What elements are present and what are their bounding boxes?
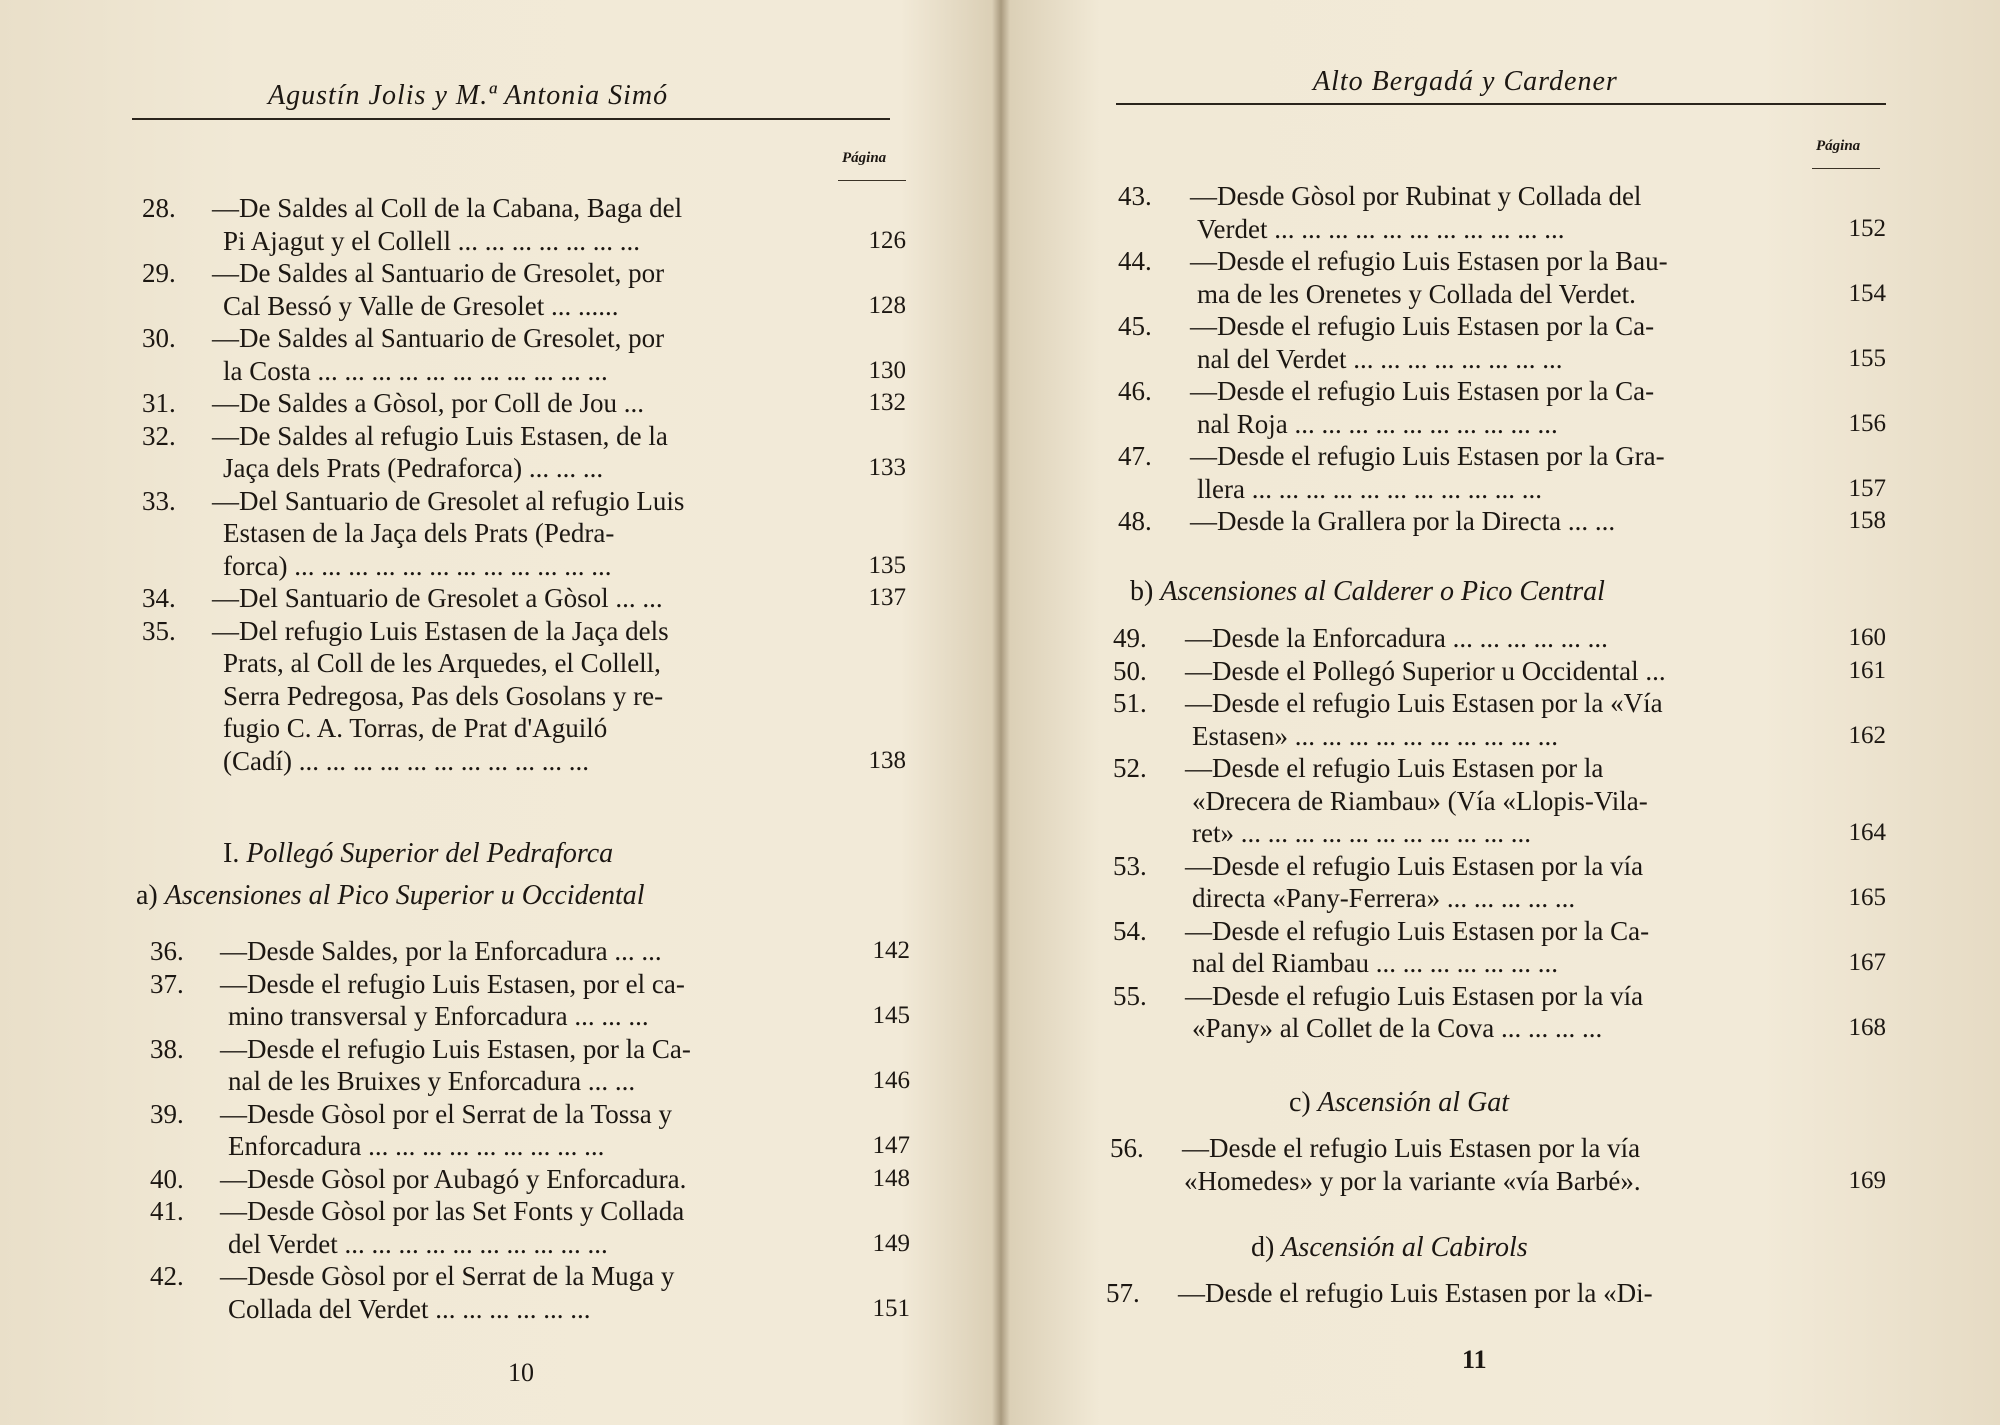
head-rule-left bbox=[132, 118, 890, 120]
toc-entry-line: —Desde el Pollegó Superior u Occidental ... bbox=[1185, 655, 1666, 686]
subsection-title-a bbox=[136, 880, 645, 912]
toc-entry-page: 161 bbox=[1848, 656, 1886, 684]
toc-entry-line: —Desde el refugio Luis Estasen por la vía bbox=[1185, 850, 1644, 881]
toc-entry-page: 160 bbox=[1848, 624, 1886, 651]
toc-entry-number: 41. bbox=[150, 1196, 184, 1226]
toc-entry-number: 34. bbox=[142, 583, 176, 613]
toc-entry-line: directa «Pany-Ferrera» ... ... ... ... ... bbox=[1192, 883, 1576, 913]
toc-entry-page: 155 bbox=[1848, 344, 1886, 372]
toc-entry-line: (Cadí) ... ... ... ... ... ... ... ... ... ... ... bbox=[223, 745, 589, 776]
toc-entry-line: Enforcadura ... ... ... ... ... ... ... ... ... bbox=[228, 1131, 605, 1161]
page-column-label-left: Página bbox=[842, 150, 887, 166]
toc-entry-line: —Desde la Enforcadura ... ... ... ... ... ... bbox=[1185, 623, 1608, 653]
toc-entry-number: 30. bbox=[142, 323, 176, 353]
toc-entry-line: «Drecera de Riambau» (Vía «Llopis-Vila- bbox=[1192, 785, 1648, 816]
toc-entry-number: 53. bbox=[1113, 850, 1147, 881]
toc-entry-page: 128 bbox=[868, 291, 906, 319]
toc-entry-page: 164 bbox=[1848, 819, 1886, 846]
toc-entry-number: 56. bbox=[1110, 1133, 1144, 1163]
toc-entry-page: 165 bbox=[1848, 884, 1886, 911]
toc-entry-page: 138 bbox=[868, 746, 906, 774]
toc-entry-page: 151 bbox=[872, 1294, 910, 1322]
toc-entry-line: —Desde el refugio Luis Estasen por la Ca- bbox=[1185, 915, 1650, 946]
toc-entry-page: 133 bbox=[868, 454, 906, 481]
toc-entry-line: —Desde Gòsol por el Serrat de la Muga y bbox=[220, 1261, 675, 1291]
section-title-text: Pollegó Superior del Pedraforca bbox=[246, 838, 614, 869]
subsection-c-text: Ascensión al Gat bbox=[1317, 1087, 1510, 1118]
toc-entry-line: —Desde la Grallera por la Directa ... ... bbox=[1190, 506, 1616, 536]
left-page bbox=[0, 0, 995, 1425]
folio-right: 11 bbox=[1462, 1345, 1487, 1374]
toc-entry-line: —Desde el refugio Luis Estasen por la vía bbox=[1185, 980, 1644, 1011]
toc-entry-number: 37. bbox=[150, 968, 184, 999]
toc-entry-page: 167 bbox=[1848, 949, 1886, 976]
toc-entry-line: —Desde Gòsol por Aubagó y Enforcadura. bbox=[220, 1163, 687, 1194]
subsection-d-prefix: d) bbox=[1251, 1232, 1275, 1263]
toc-entry-line: «Pany» al Collet de la Cova ... ... ... ... bbox=[1192, 1013, 1603, 1043]
toc-entry-number: 55. bbox=[1113, 980, 1147, 1011]
toc-entry-number: 35. bbox=[142, 615, 176, 646]
toc-entry-line: —Del refugio Luis Estasen de la Jaça dels bbox=[212, 615, 669, 646]
toc-entry-line: nal del Riambau ... ... ... ... ... ... ... bbox=[1192, 948, 1558, 978]
toc-entry-line: Serra Pedregosa, Pas dels Gosolans y re- bbox=[223, 680, 664, 711]
toc-entry-number: 57. bbox=[1106, 1278, 1140, 1308]
toc-entry-page: 147 bbox=[872, 1132, 910, 1159]
toc-entry-line: —De Saldes a Gòsol, por Coll de Jou ... bbox=[212, 388, 644, 418]
page-column-rule-left bbox=[838, 180, 906, 181]
toc-entry-line: —Desde Gòsol por el Serrat de la Tossa y bbox=[220, 1098, 673, 1129]
toc-entry-line: —De Saldes al Santuario de Gresolet, por bbox=[212, 258, 665, 288]
toc-entry-number: 52. bbox=[1113, 753, 1147, 783]
toc-entry-line: —Del Santuario de Gresolet a Gòsol ... ... bbox=[212, 583, 663, 613]
toc-entry-number: 44. bbox=[1118, 246, 1152, 276]
toc-entry-line: —Desde el refugio Luis Estasen por la Ca- bbox=[1190, 376, 1655, 406]
toc-entry-line: Jaça dels Prats (Pedraforca) ... ... ... bbox=[223, 453, 604, 483]
toc-entry-line: Verdet ... ... ... ... ... ... ... ... ... ... ... bbox=[1197, 213, 1565, 244]
toc-entry-page: 137 bbox=[868, 584, 906, 611]
toc-entry-line: «Homedes» y por la variante «vía Barbé». bbox=[1184, 1165, 1641, 1196]
toc-entry-line: fugio C. A. Torras, de Prat d'Aguiló bbox=[223, 713, 608, 743]
subsection-title-d bbox=[1251, 1232, 1528, 1264]
toc-entry-line: —De Saldes al Coll de la Cabana, Baga del bbox=[212, 193, 683, 223]
toc-entry-page: 154 bbox=[1848, 279, 1886, 307]
toc-entry-page: 162 bbox=[1848, 721, 1886, 749]
toc-entry-line: —Del Santuario de Gresolet al refugio Luis bbox=[212, 485, 685, 516]
toc-entry-number: 45. bbox=[1118, 311, 1152, 341]
toc-entry-line: —Desde el refugio Luis Estasen por la Bau- bbox=[1190, 246, 1668, 276]
toc-entry-number: 48. bbox=[1118, 506, 1152, 536]
toc-entry-number: 29. bbox=[142, 258, 176, 288]
toc-entry-line: —Desde el refugio Luis Estasen, por la Ca- bbox=[220, 1033, 691, 1064]
toc-entry-number: 28. bbox=[142, 193, 176, 223]
subsection-a-prefix: a) bbox=[136, 880, 158, 911]
toc-entry-line: Collada del Verdet ... ... ... ... ... ... bbox=[228, 1293, 591, 1324]
toc-entry-page: 156 bbox=[1848, 409, 1886, 437]
toc-entry-line: nal Roja ... ... ... ... ... ... ... ... ... ... bbox=[1197, 408, 1558, 439]
toc-entry-number: 54. bbox=[1113, 915, 1147, 946]
toc-entry-line: Estasen» ... ... ... ... ... ... ... ... ... ... bbox=[1192, 720, 1558, 751]
toc-entry-line: llera ... ... ... ... ... ... ... ... ... ... ... bbox=[1197, 473, 1542, 504]
toc-entry-page: 146 bbox=[872, 1067, 910, 1094]
toc-entry-line: —Desde el refugio Luis Estasen, por el ca- bbox=[220, 968, 685, 999]
toc-entry-number: 40. bbox=[150, 1163, 184, 1194]
toc-entry-page: 135 bbox=[868, 551, 906, 579]
toc-entry-line: —Desde el refugio Luis Estasen por la Gra- bbox=[1190, 441, 1665, 471]
toc-entry-line: —Desde el refugio Luis Estasen por la vía bbox=[1182, 1133, 1641, 1163]
toc-entry-page: 148 bbox=[872, 1164, 910, 1192]
toc-entry-line: —Desde Gòsol por Rubinat y Collada del bbox=[1190, 181, 1642, 211]
running-head-right: Alto Bergadá y Cardener bbox=[1313, 66, 1618, 97]
toc-entry-number: 38. bbox=[150, 1033, 184, 1064]
toc-entry-line: del Verdet ... ... ... ... ... ... ... ... ... ... bbox=[228, 1228, 608, 1259]
toc-entry-line: forca) ... ... ... ... ... ... ... ... ... ... ... ... bbox=[223, 550, 612, 581]
toc-entry-number: 49. bbox=[1113, 623, 1147, 653]
toc-entry-line: —Desde el refugio Luis Estasen por la bbox=[1185, 753, 1604, 783]
toc-entry-number: 33. bbox=[142, 485, 176, 516]
toc-entry-line: —De Saldes al Santuario de Gresolet, por bbox=[212, 323, 665, 353]
toc-entry-line: Cal Bessó y Valle de Gresolet ... ...... bbox=[223, 290, 619, 321]
toc-entry-line: —Desde el refugio Luis Estasen por la «Di- bbox=[1178, 1278, 1653, 1308]
toc-entry-number: 47. bbox=[1118, 441, 1152, 471]
toc-entry-line: —Desde Saldes, por la Enforcadura ... ... bbox=[220, 936, 662, 966]
toc-entry-line: —Desde Gòsol por las Set Fonts y Collada bbox=[220, 1196, 685, 1226]
subsection-title-c bbox=[1289, 1087, 1509, 1119]
toc-entry-number: 46. bbox=[1118, 376, 1152, 406]
toc-entry-number: 32. bbox=[142, 420, 176, 451]
toc-entry-line: Prats, al Coll de les Arquedes, el Collell, bbox=[223, 648, 661, 678]
subsection-b-prefix: b) bbox=[1130, 576, 1154, 607]
toc-entry-number: 50. bbox=[1113, 655, 1147, 686]
toc-entry-line: —Desde el refugio Luis Estasen por la «Vía bbox=[1185, 688, 1663, 718]
section-title-prefix: I. bbox=[223, 838, 240, 869]
toc-entry-line: mino transversal y Enforcadura ... ... ... bbox=[228, 1001, 649, 1031]
right-page bbox=[1008, 0, 2000, 1425]
toc-entry-line: nal de les Bruixes y Enforcadura ... ... bbox=[228, 1066, 636, 1096]
toc-entry-line: —De Saldes al refugio Luis Estasen, de la bbox=[212, 420, 668, 451]
toc-entry-page: 169 bbox=[1848, 1166, 1886, 1194]
toc-entry-number: 31. bbox=[142, 388, 176, 418]
toc-entry-page: 149 bbox=[872, 1229, 910, 1257]
toc-entry-page: 152 bbox=[1848, 214, 1886, 242]
toc-entry-number: 51. bbox=[1113, 688, 1147, 718]
toc-entry-page: 158 bbox=[1848, 507, 1886, 534]
toc-entry-page: 130 bbox=[868, 356, 906, 384]
page-column-label-right: Página bbox=[1816, 138, 1861, 154]
toc-entry-line: —Desde el refugio Luis Estasen por la Ca- bbox=[1190, 311, 1655, 341]
toc-entry-number: 43. bbox=[1118, 181, 1152, 211]
subsection-a-text: Ascensiones al Pico Superior u Occidental bbox=[164, 880, 645, 911]
section-title bbox=[223, 838, 613, 870]
toc-entry-line: nal del Verdet ... ... ... ... ... ... ... ... bbox=[1197, 343, 1563, 374]
toc-entry-page: 132 bbox=[868, 389, 906, 416]
subsection-d-text: Ascensión al Cabirols bbox=[1281, 1232, 1528, 1263]
toc-entry-page: 126 bbox=[868, 226, 906, 254]
toc-entry-line: la Costa ... ... ... ... ... ... ... ... ... ... ... bbox=[223, 355, 608, 386]
toc-entry-page: 142 bbox=[872, 937, 910, 964]
folio-left: 10 bbox=[508, 1358, 534, 1387]
subsection-c-prefix: c) bbox=[1289, 1087, 1311, 1118]
toc-entry-page: 145 bbox=[872, 1002, 910, 1029]
toc-entry-line: ret» ... ... ... ... ... ... ... ... ... ... ... bbox=[1192, 818, 1531, 848]
running-head-left: Agustín Jolis y M.ª Antonia Simó bbox=[268, 80, 669, 111]
subsection-title-b bbox=[1130, 576, 1605, 608]
toc-entry-number: 36. bbox=[150, 936, 184, 966]
subsection-b-text: Ascensiones al Calderer o Pico Central bbox=[1160, 576, 1605, 607]
toc-entry-page: 157 bbox=[1848, 474, 1886, 502]
head-rule-right bbox=[1116, 103, 1886, 105]
toc-entry-number: 39. bbox=[150, 1098, 184, 1129]
toc-entry-page: 168 bbox=[1848, 1014, 1886, 1041]
toc-entry-line: ma de les Orenetes y Collada del Verdet. bbox=[1197, 278, 1636, 309]
toc-entry-number: 42. bbox=[150, 1261, 184, 1291]
toc-entry-line: Estasen de la Jaça dels Prats (Pedra- bbox=[223, 518, 615, 548]
page-column-rule-right bbox=[1812, 168, 1880, 169]
toc-entry-line: Pi Ajagut y el Collell ... ... ... ... ... ... ... bbox=[223, 225, 640, 256]
